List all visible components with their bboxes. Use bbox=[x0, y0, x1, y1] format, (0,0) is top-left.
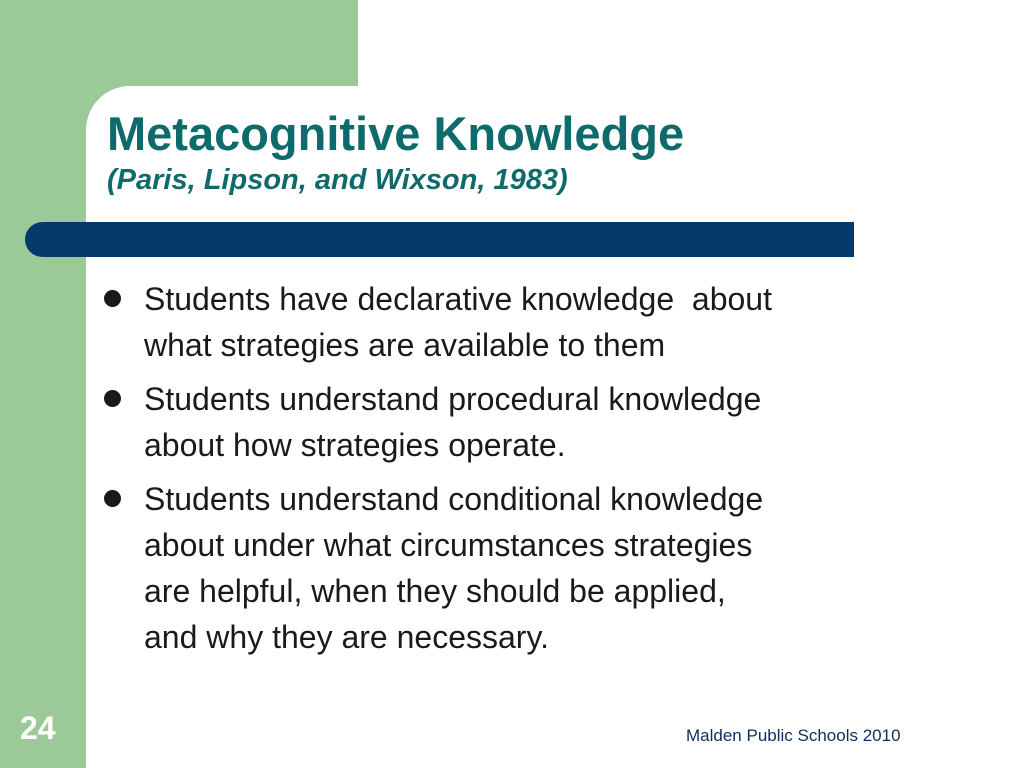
bullet-item bbox=[100, 276, 940, 368]
bullet-dot-icon bbox=[104, 490, 121, 507]
bullet-item bbox=[100, 476, 940, 660]
title-divider-bar bbox=[25, 222, 854, 257]
bullet-text-line: Students understand procedural knowledge bbox=[144, 381, 762, 417]
bullet-text-line: are helpful, when they should be applied, bbox=[144, 573, 726, 609]
bullet-dot-icon bbox=[104, 390, 121, 407]
bullet-text-line: about under what circumstances strategies bbox=[144, 527, 753, 563]
bullet-text-line: what strategies are available to them bbox=[144, 327, 666, 363]
slide-subtitle: (Paris, Lipson, and Wixson, 1983) bbox=[107, 164, 568, 196]
slide-title: Metacognitive Knowledge bbox=[107, 107, 685, 160]
bullet-text-line: Students understand conditional knowledge bbox=[144, 481, 764, 517]
bullet-item bbox=[100, 376, 940, 468]
bullet-text-line: Students have declarative knowledge about bbox=[144, 281, 772, 317]
bullet-text-line: about how strategies operate. bbox=[144, 427, 566, 463]
slide-number: 24 bbox=[20, 710, 56, 746]
bullet-text-line: and why they are necessary. bbox=[144, 619, 549, 655]
bullet-list bbox=[100, 276, 940, 668]
bullet-dot-icon bbox=[104, 290, 121, 307]
green-side-decoration bbox=[0, 0, 86, 768]
footer-text: Malden Public Schools 2010 bbox=[686, 726, 901, 745]
